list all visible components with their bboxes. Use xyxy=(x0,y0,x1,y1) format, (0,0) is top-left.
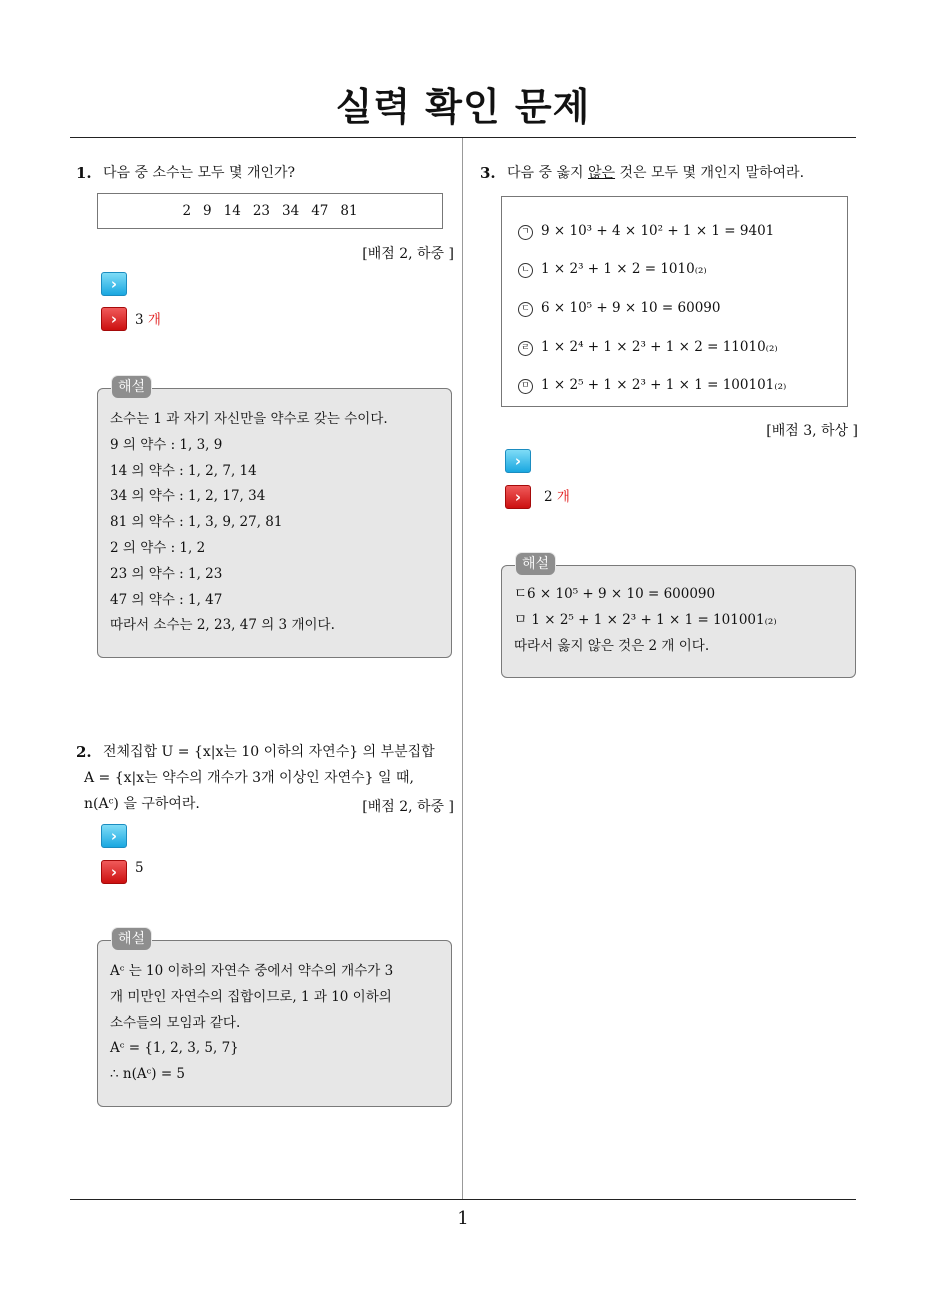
q1-expl-line: 14 의 약수 : 1, 2, 7, 14 xyxy=(110,462,257,479)
q1-expl-line: 소수는 1 과 자기 자신만을 약수로 갖는 수이다. xyxy=(110,411,388,427)
q1-number-box xyxy=(97,193,443,229)
q3-text-after: 것은 모두 몇 개인지 말하여라. xyxy=(615,165,805,181)
q1-answer-value: 3 xyxy=(135,312,144,328)
q1-number-item: 2 xyxy=(182,203,192,219)
q3-answer-value: 2 xyxy=(544,489,553,505)
q2-expl-line: Aᶜ = {1, 2, 3, 5, 7} xyxy=(110,1040,239,1057)
q1-score: [배점 2, 하중 ] xyxy=(362,246,454,262)
q3-show-answer-icon[interactable]: › xyxy=(505,449,531,473)
q1-number-item: 9 xyxy=(203,203,212,219)
q1-explanation-tag: 해설 xyxy=(111,375,152,399)
q3-explanation-tag: 해설 xyxy=(515,552,556,576)
q3-text xyxy=(507,159,804,187)
q3-expl-line: 따라서 옳지 않은 것은 2 개 이다. xyxy=(514,637,710,654)
q2-expl-line: Aᶜ 는 10 이하의 자연수 중에서 약수의 개수가 3 xyxy=(110,963,394,979)
q2-explanation-tag: 해설 xyxy=(111,927,152,951)
q1-explanation-text xyxy=(110,407,388,639)
q3-expl-line: ㅁ 1 × 2⁵ + 1 × 2³ + 1 × 1 = 101001₍₂₎ xyxy=(514,611,777,628)
q2-line2: A = {x|x는 약수의 개수가 3개 이상인 자연수} 일 때, xyxy=(84,770,414,786)
q3-answer-arrow-icon: › xyxy=(505,485,531,509)
q3-answer xyxy=(544,485,570,505)
page-number: 1 xyxy=(457,1208,469,1229)
q1-number-item: 81 xyxy=(340,203,358,219)
q2-line3: n(Aᶜ) 을 구하여라. xyxy=(84,796,200,812)
q1-answer xyxy=(135,308,161,328)
q3-choice-expr: 1 × 2⁵ + 1 × 2³ + 1 × 1 = 100101₍₂₎ xyxy=(541,377,787,393)
q1-expl-line: 23 의 약수 : 1, 23 xyxy=(110,565,223,582)
top-rule xyxy=(70,137,856,138)
q3-choice-expr: 6 × 10⁵ + 9 × 10 = 60090 xyxy=(541,300,721,316)
q3-choice-mark: ㄱ xyxy=(518,225,533,240)
q2-expl-line: 소수들의 모임과 같다. xyxy=(110,1014,241,1031)
q3-choice-expr: 1 × 2⁴ + 1 × 2³ + 1 × 2 = 11010₍₂₎ xyxy=(541,339,778,355)
q3-choice-mark: ㅁ xyxy=(518,379,533,394)
q2-answer xyxy=(135,860,144,876)
q1-number-item: 14 xyxy=(223,203,241,219)
bottom-rule xyxy=(70,1199,856,1200)
q1-show-answer-icon[interactable]: › xyxy=(101,272,127,296)
q3-choice xyxy=(518,223,774,240)
q3-choice-box xyxy=(501,196,848,407)
q1-number-item: 23 xyxy=(252,203,270,219)
q1-expl-line: 9 의 약수 : 1, 3, 9 xyxy=(110,436,223,453)
q3-choice-expr: 1 × 2³ + 1 × 2 = 1010₍₂₎ xyxy=(541,261,707,277)
q1-expl-line: 따라서 소수는 2, 23, 47 의 3 개이다. xyxy=(110,617,335,634)
q3-answer-unit: 개 xyxy=(556,489,570,505)
q2-expl-line: ∴ n(Aᶜ) = 5 xyxy=(110,1066,186,1083)
q3-number: 3. xyxy=(480,164,496,182)
q3-expl-line: ㄷ6 × 10⁵ + 9 × 10 = 600090 xyxy=(514,586,716,602)
q2-number: 2. xyxy=(76,743,92,761)
q3-explanation-text xyxy=(514,582,777,659)
q3-choice-mark: ㄴ xyxy=(518,263,533,278)
q3-choice xyxy=(518,339,778,356)
q1-answer-arrow-icon: › xyxy=(101,307,127,331)
q2-explanation-box xyxy=(97,940,452,1107)
q3-choice-expr: 9 × 10³ + 4 × 10² + 1 × 1 = 9401 xyxy=(541,223,775,239)
q2-explanation-text xyxy=(110,959,393,1088)
q2-line1: 전체집합 U = {x|x는 10 이하의 자연수} 의 부분집합 xyxy=(103,744,435,760)
q1-number-item: 47 xyxy=(311,203,329,219)
q1-expl-line: 47 의 약수 : 1, 47 xyxy=(110,591,223,608)
q1-expl-line: 34 의 약수 : 1, 2, 17, 34 xyxy=(110,488,266,505)
q3-choice-mark: ㄷ xyxy=(518,302,533,317)
q3-explanation-box xyxy=(501,565,856,678)
q3-choice xyxy=(518,261,707,278)
q1-expl-line: 81 의 약수 : 1, 3, 9, 27, 81 xyxy=(110,514,283,531)
q2-expl-line: 개 미만인 자연수의 집합이므로, 1 과 10 이하의 xyxy=(110,988,392,1005)
q2-answer-arrow-icon: › xyxy=(101,860,127,884)
page-title: 실력 확인 문제 xyxy=(335,85,591,129)
q1-answer-unit: 개 xyxy=(147,312,161,328)
q3-text-before: 다음 중 옳지 xyxy=(507,165,588,181)
q2-score: [배점 2, 하중 ] xyxy=(362,799,454,815)
q3-choice-mark: ㄹ xyxy=(518,341,533,356)
q1-expl-line: 2 의 약수 : 1, 2 xyxy=(110,539,206,556)
q1-text: 다음 중 소수는 모두 몇 개인가? xyxy=(103,165,296,181)
q3-choice xyxy=(518,377,786,394)
q2-answer-value: 5 xyxy=(135,860,144,876)
q3-choice xyxy=(518,300,720,317)
q1-explanation-box xyxy=(97,388,452,658)
q3-score: [배점 3, 하상 ] xyxy=(766,423,858,439)
q1-number: 1. xyxy=(76,164,92,182)
q3-text-underlined: 않은 xyxy=(587,165,616,181)
q1-number-item: 34 xyxy=(282,203,300,219)
q2-show-answer-icon[interactable]: › xyxy=(101,824,127,848)
column-divider xyxy=(462,138,463,1200)
